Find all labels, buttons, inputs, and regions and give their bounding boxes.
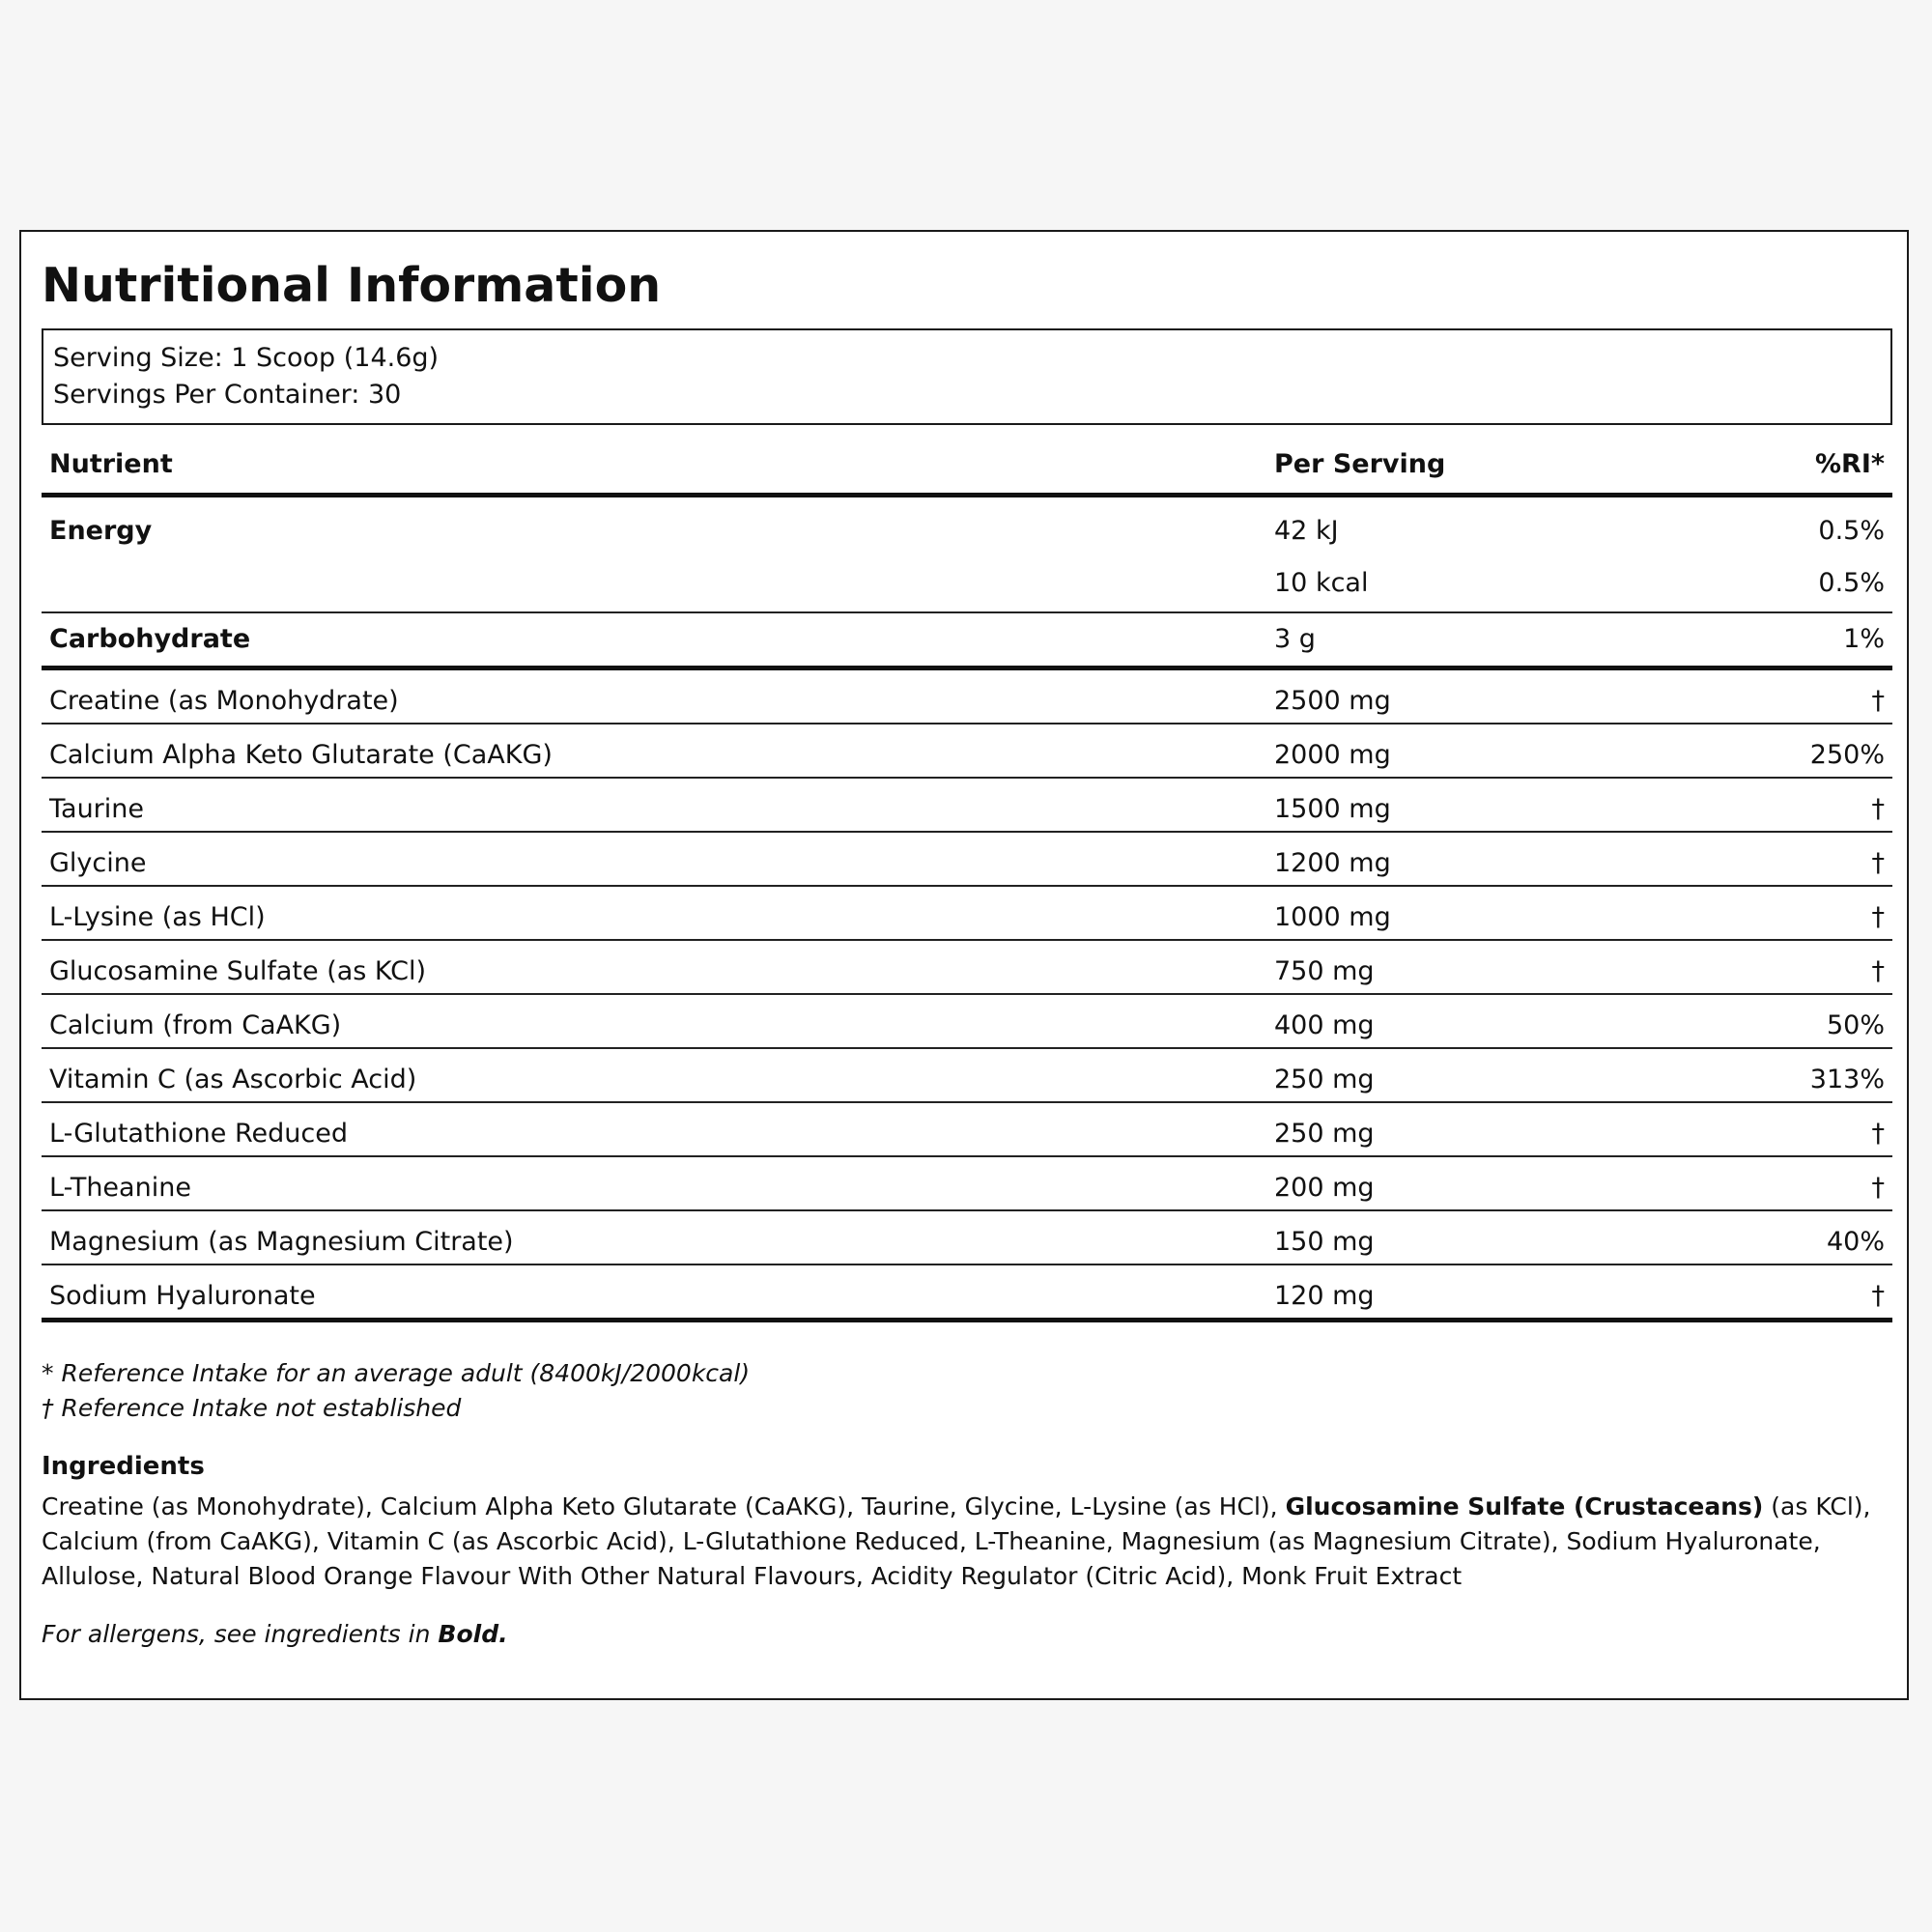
table-row-carbohydrate [42, 613, 1892, 670]
nutrient-name: L-Lysine (as HCl) [49, 902, 266, 932]
nutrient-amount: 2000 mg [1274, 740, 1391, 770]
nutrient-amount: 1000 mg [1274, 902, 1391, 932]
nutrient-amount: 1500 mg [1274, 794, 1391, 824]
nutrition-panel [19, 230, 1909, 1700]
nutrient-name: Vitamin C (as Ascorbic Acid) [49, 1065, 417, 1094]
nutrient-amount: 2500 mg [1274, 686, 1391, 716]
energy-kcal: 10 kcal [1274, 568, 1369, 598]
table-row [42, 1103, 1892, 1157]
nutrient-name: Taurine [49, 794, 145, 824]
allergen-note-text: For allergens, see ingredients in [42, 1620, 439, 1648]
header-nutrient: Nutrient [49, 449, 173, 479]
energy-kcal-ri: 0.5% [1818, 568, 1885, 598]
table-row [42, 995, 1892, 1049]
serving-size: Serving Size: 1 Scoop (14.6g) [53, 343, 440, 373]
table-row [42, 941, 1892, 995]
allergen-note-bold: Bold. [438, 1620, 508, 1648]
carbohydrate-label: Carbohydrate [49, 624, 251, 654]
nutrient-name: Calcium Alpha Keto Glutarate (CaAKG) [49, 740, 553, 770]
footnote-not-established: † Reference Intake not established [42, 1394, 462, 1422]
ingredients-part-2: (as KCl), Calcium (from CaAKG), Vitamin C (as Ascorbic Acid), L-Glutathione Reduced, L-Theanine, Magnesium (as Magnesium Citrate), Sodium Hyaluronate, Allulose, Natural Blood Orange Flavour With Other Natural Flavours, Acidity Regulator (Citric Acid), Monk Fruit Extract [42, 1492, 1871, 1590]
nutrient-amount: 1200 mg [1274, 848, 1391, 878]
nutrient-ri: † [1871, 902, 1885, 932]
energy-label: Energy [49, 516, 153, 546]
header-ri: %RI* [1814, 449, 1885, 479]
nutrient-ri: 40% [1826, 1227, 1885, 1257]
page-title: Nutritional Information [42, 258, 662, 313]
energy-kj-ri: 0.5% [1818, 516, 1885, 546]
table-row [42, 833, 1892, 887]
nutrient-ri: † [1871, 1173, 1885, 1203]
nutrient-name: Magnesium (as Magnesium Citrate) [49, 1227, 514, 1257]
ingredients-heading: Ingredients [42, 1452, 205, 1481]
ingredients-allergen: Glucosamine Sulfate (Crustaceans) [1285, 1492, 1764, 1520]
table-row [42, 1049, 1892, 1103]
ingredients-part-1: Creatine (as Monohydrate), Calcium Alpha Keto Glutarate (CaAKG), Taurine, Glycine, L-Lysine (as HCl), [42, 1492, 1286, 1520]
header-per-serving: Per Serving [1274, 449, 1446, 479]
table-header [42, 444, 1892, 497]
serving-info-box [42, 328, 1892, 425]
nutrient-name: Calcium (from CaAKG) [49, 1010, 342, 1040]
allergen-note [42, 1617, 1892, 1652]
nutrient-ri: † [1871, 956, 1885, 986]
ingredients-list [42, 1490, 1892, 1594]
nutrient-ri: 313% [1809, 1065, 1885, 1094]
nutrient-amount: 250 mg [1274, 1065, 1375, 1094]
nutrient-ri: † [1871, 848, 1885, 878]
notes-section [42, 1356, 1892, 1652]
nutrient-name: Sodium Hyaluronate [49, 1281, 316, 1311]
nutrient-ri: † [1871, 686, 1885, 716]
nutrient-ri: 50% [1826, 1010, 1885, 1040]
nutrient-amount: 120 mg [1274, 1281, 1375, 1311]
nutrient-name: Glucosamine Sulfate (as KCl) [49, 956, 427, 986]
nutrient-amount: 150 mg [1274, 1227, 1375, 1257]
table-row [42, 887, 1892, 941]
carbohydrate-amount: 3 g [1274, 624, 1316, 654]
energy-kj: 42 kJ [1274, 516, 1339, 546]
nutrient-name: Creatine (as Monohydrate) [49, 686, 399, 716]
nutrient-name: Glycine [49, 848, 147, 878]
servings-per-container: Servings Per Container: 30 [53, 380, 402, 410]
carbohydrate-ri: 1% [1843, 624, 1885, 654]
nutrient-ri: † [1871, 1119, 1885, 1149]
table-row [42, 1157, 1892, 1211]
footnote-reference-intake: * Reference Intake for an average adult (8400kJ/2000kcal) [42, 1359, 751, 1387]
nutrient-amount: 200 mg [1274, 1173, 1375, 1203]
table-row-energy [42, 497, 1892, 613]
table-row [42, 724, 1892, 779]
nutrient-ri: † [1871, 794, 1885, 824]
nutrient-amount: 750 mg [1274, 956, 1375, 986]
table-row [42, 670, 1892, 724]
nutrient-name: L-Glutathione Reduced [49, 1119, 348, 1149]
table-row [42, 1211, 1892, 1265]
table-row [42, 779, 1892, 833]
nutrient-name: L-Theanine [49, 1173, 191, 1203]
nutrient-ri: 250% [1809, 740, 1885, 770]
nutrient-ri: † [1871, 1281, 1885, 1311]
nutrient-amount: 250 mg [1274, 1119, 1375, 1149]
table-row [42, 1265, 1892, 1322]
nutrient-amount: 400 mg [1274, 1010, 1375, 1040]
